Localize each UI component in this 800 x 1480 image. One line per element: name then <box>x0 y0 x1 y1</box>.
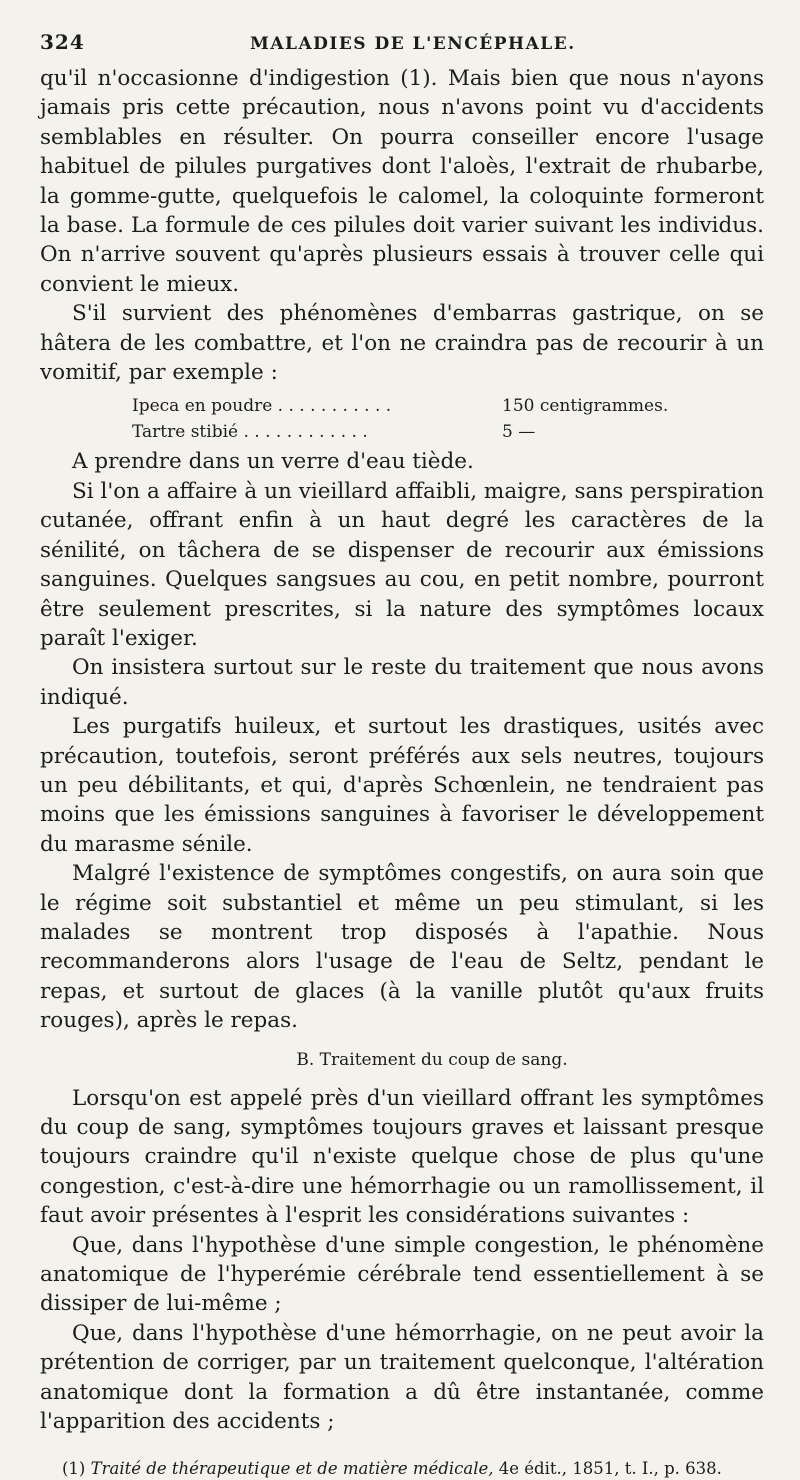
footnote-citation: 4e édit., 1851, t. I., p. 638. <box>498 1459 722 1479</box>
paragraph: qu'il n'occasionne d'indigestion (1). Mais bien que nous n'ayons jamais pris cette précaution, nous n'avons point vu d'accidents semblables en résulter. On pourra conseiller encore l'usage habituel de pilules purgatives dont l'aloès, l'extrait de rhubarbe, la gomme-gutte, quelquefois le calomel, la coloquinte formeront la base. La formule de ces pilules doit varier suivant les individus. On n'arrive souvent qu'après plusieurs essais à trouver celle qui convient le mieux. <box>40 66 764 297</box>
paragraph: Les purgatifs huileux, et surtout les drastiques, usités avec précaution, toutefois, seront préférés aux sels neutres, toujours un peu débilitants, et qui, d'après Schœnlein, ne tendraient pas moins que les émissions sanguines à favoriser le développement du marasme sénile. <box>40 714 764 857</box>
prescription-row <box>132 393 712 419</box>
section-heading: B. Traitement du coup de sang. <box>296 1049 568 1070</box>
paragraph: Lorsqu'on est appelé près d'un vieillard offrant les symptômes du coup de sang, symptômes toujours graves et laissant presque toujours craindre qu'il n'existe quelque chose de plus qu'une congestion, c'est-à-dire une hémorrhagie ou un ramollissement, il faut avoir présentes à l'esprit les considérations suivantes : <box>40 1085 764 1229</box>
paragraph: A prendre dans un verre d'eau tiède. <box>72 449 474 475</box>
prescription-dose: 5 — <box>502 422 536 443</box>
running-head: MALADIES DE L'ENCÉPHALE. <box>250 34 576 54</box>
page-number: 324 <box>40 30 85 54</box>
paragraph: Si l'on a affaire à un vieillard affaibli, maigre, sans perspiration cutanée, offrant enfin à un haut degré les caractères de la sénilité, on tâchera de se dispenser de recourir aux émissions sanguines. Quelques sangsues au cou, en petit nombre, pourront être seulement prescrites, si la nature des symptômes locaux paraît l'exiger. <box>40 478 764 651</box>
prescription-dose: 150 centigrammes. <box>502 396 669 417</box>
footnote-title: Traité de thérapeutique et de matière médicale, <box>90 1459 494 1479</box>
prescription-ingredient: Ipeca en poudre . . . . . . . . . . . <box>132 396 392 417</box>
prescription-ingredient: Tartre stibié . . . . . . . . . . . . <box>132 422 368 443</box>
footnote <box>40 1458 764 1480</box>
footnote-marker: (1) <box>62 1459 86 1479</box>
paragraph: Que, dans l'hypothèse d'une simple congestion, le phénomène anatomique de l'hyperémie cérébrale tend essentiellement à se dissiper de lui-même ; <box>40 1232 764 1317</box>
page-header <box>40 30 764 64</box>
prescription-list <box>132 393 712 445</box>
prescription-row <box>132 419 712 445</box>
paragraph: On insistera surtout sur le reste du traitement que nous avons indiqué. <box>40 655 764 710</box>
page-body <box>40 64 764 1480</box>
paragraph: Que, dans l'hypothèse d'une hémorrhagie, on ne peut avoir la prétention de corriger, par un traitement quelconque, l'altération anatomique dont la formation a dû être instantanée, comme l'apparition des accidents ; <box>40 1320 764 1435</box>
paragraph: Malgré l'existence de symptômes congestifs, on aura soin que le régime soit substantiel et même un peu stimulant, si les malades se montrent trop disposés à l'apathie. Nous recommanderons alors l'usage de l'eau de Seltz, pendant le repas, et surtout de glaces (à la vanille plutôt qu'aux fruits rouges), après le repas. <box>40 861 764 1034</box>
paragraph: S'il survient des phénomènes d'embarras gastrique, on se hâtera de les combattre, et l'on ne craindra pas de recourir à un vomitif, par exemple : <box>40 301 764 386</box>
